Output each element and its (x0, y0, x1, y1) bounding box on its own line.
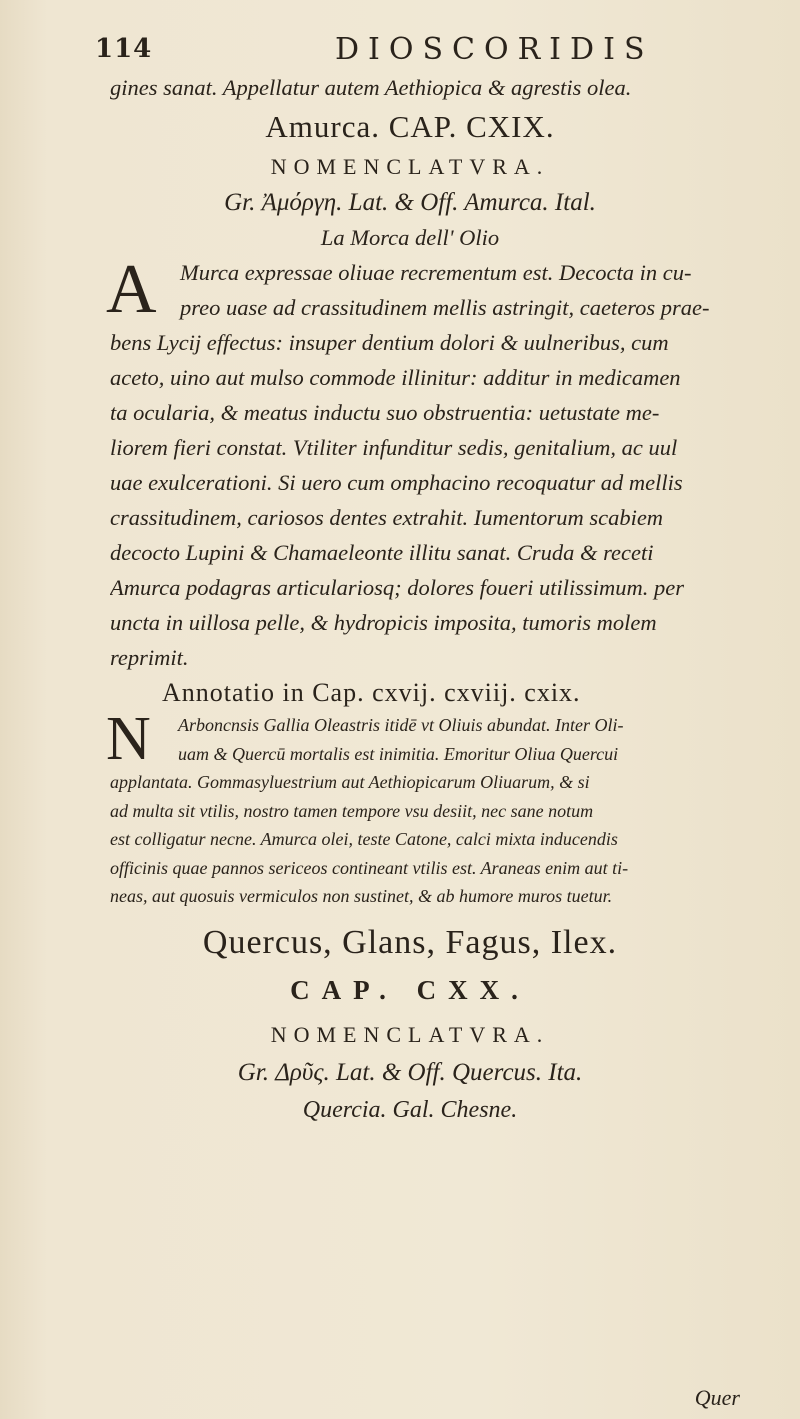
running-title: DIOSCORIDIS (335, 32, 654, 67)
page-body (106, 70, 710, 1128)
page-number: 114 (95, 34, 153, 64)
nomenclatura-heading: NOMENCLATVRA. (270, 154, 550, 179)
annotation-line: uam & Quercū mortalis est inimitia. Emoritur Oliua Quercui (178, 743, 619, 764)
annotation-line: officinis quae pannos sericeos contineant vtilis est. Araneas enim aut ti- (110, 857, 629, 878)
annotation-line: Arboncnsis Gallia Oleastris itidē vt Oliuis abundat. Inter Oli- (178, 715, 624, 735)
annotation-line: neas, aut quosuis vermiculos non sustinet, & ab humore muros tuetur. (110, 886, 613, 906)
names-line-2: La Morca dell' Olio (320, 225, 500, 250)
chapter-120-names-1: Gr. Δρῦς. Lat. & Off. Quercus. Ita. (237, 1058, 583, 1086)
text-line: ta ocularia, & meatus inductu suo obstruentia: uetustate me- (110, 400, 660, 425)
annotation-drop-cap: N (106, 705, 151, 773)
page-header (95, 30, 705, 70)
text-line: reprimit. (110, 645, 189, 670)
chapter-text (106, 251, 710, 675)
annotation-line: est colligatur necne. Amurca olei, teste Catone, calci mixta inducendis (110, 829, 618, 849)
names-line-1: Gr. Ἀμόργη. Lat. & Off. Amurca. Ital. (224, 189, 596, 216)
text-line: uncta in uillosa pelle, & hydropicis imposita, tumoris molem (110, 610, 657, 635)
chapter-title-text: Amurca. CAP. CXIX. (265, 109, 555, 144)
chapter-120-title: Quercus, Glans, Fagus, Ilex. (202, 923, 618, 961)
chapter-120-cap: CAP. CXX. (290, 974, 530, 1005)
text-line: aceto, uino aut mulso commode illinitur: additur in medicamen (110, 365, 681, 390)
text-line: Murca expressae oliuae recrementum est. Decocta in cu- (180, 260, 692, 285)
intro-line: gines sanat. Appellatur autem Aethiopica & agrestis olea. (110, 75, 632, 100)
text-line: liorem fieri constat. Vtiliter infunditur sedis, genitalium, ac uul (110, 435, 678, 460)
catchword: Quer (694, 1385, 740, 1410)
annotation-line: ad multa sit vtilis, nostro tamen tempore vsu desiit, nec sane notum (110, 800, 594, 821)
annotation-line: applantata. Gommasyluestrium aut Aethiopicarum Oliuarum, & si (110, 772, 590, 792)
text-line: Amurca podagras articulariosq; dolores foueri utilissimum. per (110, 575, 684, 600)
text-line: decocto Lupini & Chamaeleonte illitu sanat. Cruda & receti (110, 540, 654, 565)
text-line: crassitudinem, cariosos dentes extrahit. Iumentorum scabiem (110, 505, 664, 530)
chapter-120-nomenclatura: NOMENCLATVRA. (270, 1021, 550, 1047)
text-line: uae exulcerationi. Si uero cum omphacino recoquatur ad mellis (110, 470, 683, 495)
text-line: bens Lycij effectus: insuper dentium dolori & uulneribus, cum (110, 330, 669, 355)
annotation-text (106, 705, 710, 911)
drop-cap: A (106, 251, 157, 328)
annotation-title: Annotatio in Cap. cxvij. cxviij. cxix. (162, 678, 581, 707)
chapter-120-names-2: Quercia. Gal. Chesne. (302, 1096, 518, 1123)
text-line: preo uase ad crassitudinem mellis astringit, caeteros prae- (180, 295, 710, 320)
chapter-title (110, 105, 710, 149)
